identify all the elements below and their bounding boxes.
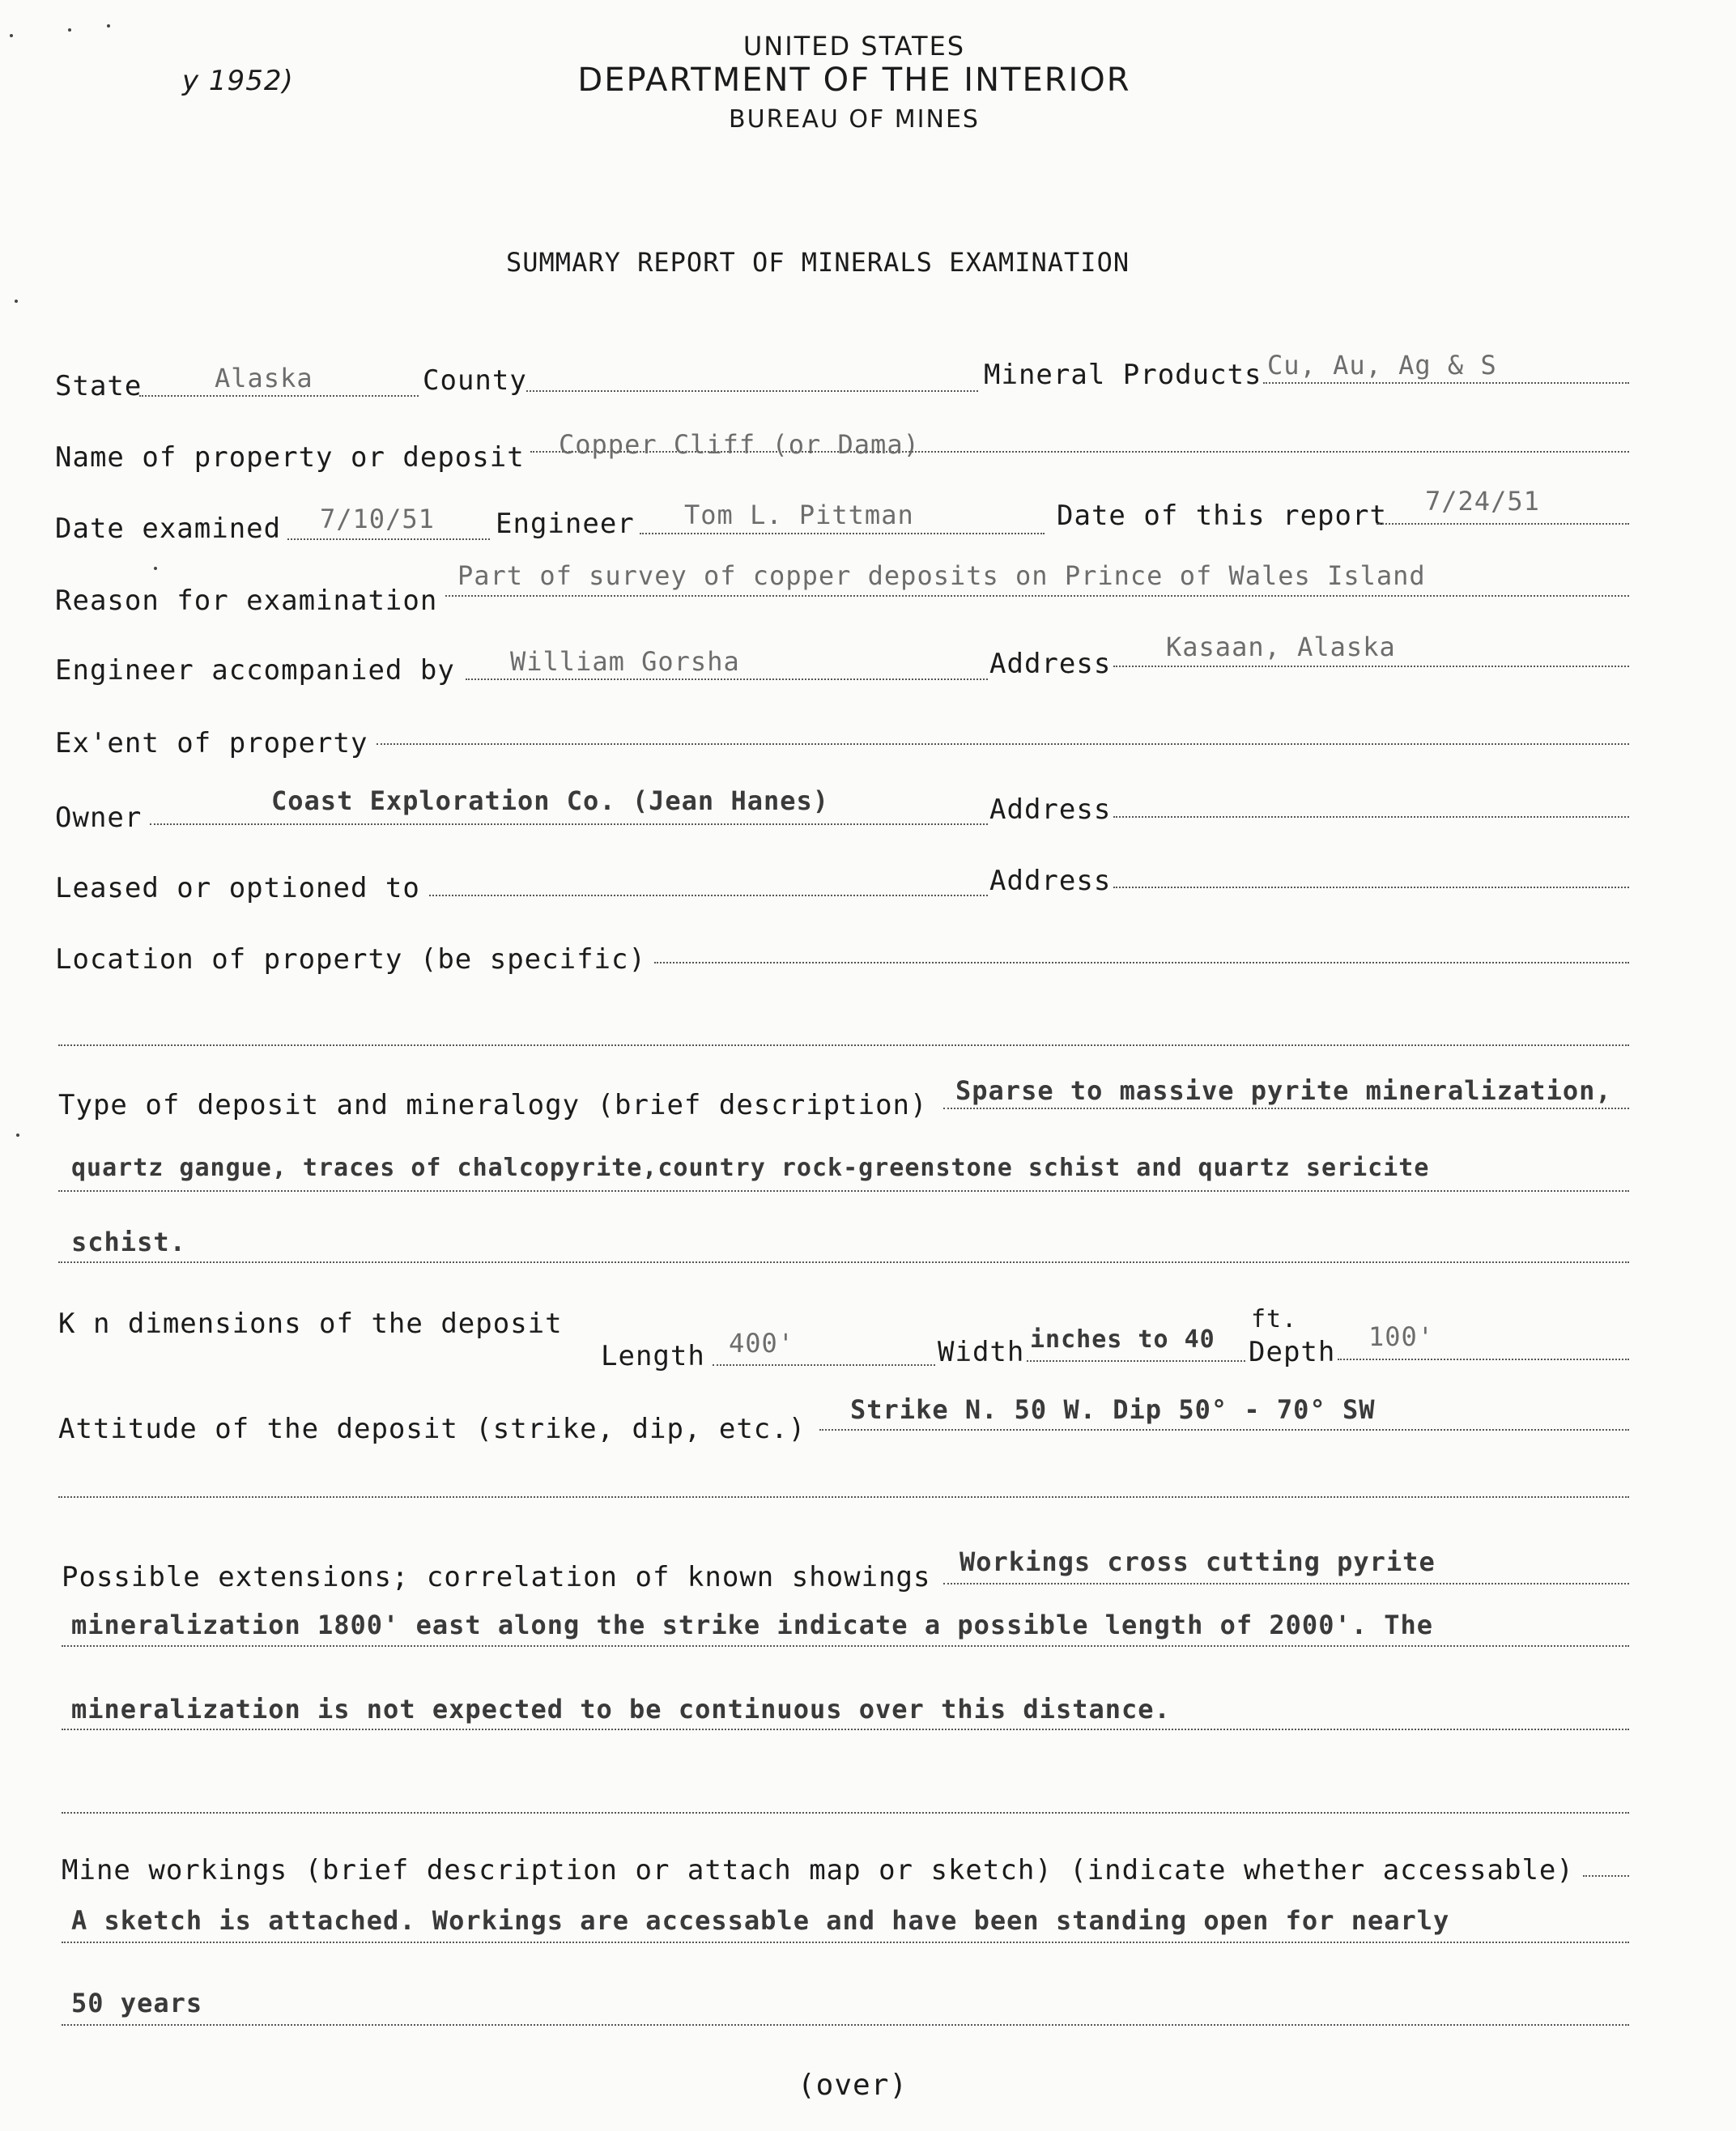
- accompanied-by-line: [466, 678, 988, 680]
- leased-address-label: Address: [989, 865, 1112, 897]
- engineer-value: Tom L. Pittman: [684, 500, 914, 530]
- deposit-type-label: Type of deposit and mineralogy (brief description): [58, 1089, 928, 1121]
- engineer-label: Engineer: [496, 508, 635, 540]
- deposit-type-value-1: Sparse to massive pyrite mineralization,: [955, 1075, 1612, 1106]
- owner-label: Owner: [55, 802, 143, 834]
- extensions-value-2: mineralization 1800' east along the strike indicate a possible length of 2000'. The: [71, 1610, 1434, 1640]
- owner-value: Coast Exploration Co. (Jean Hanes): [271, 785, 830, 816]
- agency-department: DEPARTMENT OF THE INTERIOR: [577, 62, 1131, 99]
- date-examined-label: Date examined: [55, 513, 282, 545]
- width-value: inches to 40: [1030, 1325, 1215, 1354]
- attitude-label: Attitude of the deposit (strike, dip, etc.): [58, 1413, 806, 1445]
- location-line-2: [58, 1044, 1629, 1046]
- scan-speck: [107, 24, 110, 28]
- owner-address-line: [1113, 816, 1629, 818]
- accompanied-address-label: Address: [989, 648, 1112, 680]
- state-label: State: [55, 370, 143, 402]
- extensions-line-1: [943, 1583, 1629, 1584]
- state-line: [139, 395, 419, 397]
- owner-line: [150, 823, 988, 825]
- extensions-value-3: mineralization is not expected to be continuous over this distance.: [71, 1694, 1171, 1725]
- width-line: [1027, 1360, 1245, 1362]
- attitude-line-2: [58, 1496, 1629, 1498]
- leased-line: [429, 895, 988, 896]
- ft-label: ft.: [1251, 1305, 1298, 1333]
- date-examined-value: 7/10/51: [320, 504, 435, 534]
- mine-workings-label: Mine workings (brief description or attach map or sketch) (indicate whether accessable): [62, 1854, 1574, 1886]
- leased-address-line: [1113, 887, 1629, 888]
- mine-workings-line-0: [1583, 1875, 1629, 1877]
- reason-value: Part of survey of copper deposits on Prince of Wales Island: [457, 560, 1426, 591]
- scan-speck: [10, 34, 13, 37]
- deposit-type-line-2: [58, 1190, 1629, 1192]
- deposit-type-value-3: schist.: [71, 1227, 186, 1257]
- extensions-line-3: [62, 1729, 1629, 1730]
- mineral-products-line: [1263, 382, 1629, 384]
- reason-line: [445, 595, 1629, 597]
- scan-speck: [154, 567, 157, 570]
- deposit-type-value-2: quartz gangue, traces of chalcopyrite,country rock-greenstone schist and quartz sericite: [71, 1154, 1430, 1182]
- extensions-line-4: [62, 1812, 1629, 1814]
- report-title: SUMMARY REPORT OF MINERALS EXAMINATION: [506, 247, 1130, 278]
- county-line: [526, 390, 978, 392]
- extensions-line-2: [62, 1645, 1629, 1647]
- mine-workings-line-2: [62, 2024, 1629, 2026]
- corner-note: y 1952): [182, 65, 294, 97]
- mine-workings-value-1: A sketch is attached. Workings are accessable and have been standing open for nearly: [71, 1905, 1450, 1936]
- accompanied-address-value: Kasaan, Alaska: [1166, 632, 1396, 662]
- attitude-line: [819, 1429, 1629, 1431]
- date-examined-line: [287, 538, 490, 540]
- extensions-value-1: Workings cross cutting pyrite: [959, 1546, 1436, 1577]
- accompanied-address-line: [1113, 666, 1629, 667]
- dimensions-label: K n dimensions of the deposit: [58, 1308, 563, 1340]
- reason-label: Reason for examination: [55, 585, 438, 617]
- agency-bureau: BUREAU OF MINES: [729, 105, 980, 134]
- scan-speck: [15, 300, 18, 303]
- extent-line: [377, 743, 1629, 745]
- depth-value: 100': [1368, 1321, 1435, 1352]
- county-label: County: [423, 364, 527, 397]
- leased-label: Leased or optioned to: [55, 872, 420, 904]
- scan-speck: [16, 1134, 19, 1137]
- length-value: 400': [729, 1328, 795, 1359]
- location-label: Location of property (be specific): [55, 943, 646, 976]
- over-note: (over): [798, 2069, 908, 2102]
- report-date-line: [1376, 523, 1629, 525]
- property-name-value: Copper Cliff (or Dama): [559, 429, 920, 460]
- extensions-label: Possible extensions; correlation of known showings: [62, 1561, 931, 1593]
- mine-workings-value-2: 50 years: [71, 1988, 203, 2018]
- mine-workings-line-1: [62, 1942, 1629, 1943]
- accompanied-by-label: Engineer accompanied by: [55, 654, 455, 687]
- state-value: Alaska: [215, 363, 313, 393]
- owner-address-label: Address: [989, 793, 1112, 826]
- depth-label: Depth: [1249, 1336, 1336, 1368]
- depth-line: [1338, 1359, 1629, 1360]
- length-label: Length: [601, 1340, 705, 1372]
- agency-united-states: UNITED STATES: [742, 31, 966, 62]
- deposit-type-line-3: [58, 1261, 1629, 1263]
- mineral-products-label: Mineral Products: [984, 359, 1262, 391]
- property-name-label: Name of property or deposit: [55, 441, 525, 474]
- attitude-value: Strike N. 50 W. Dip 50° - 70° SW: [850, 1394, 1376, 1425]
- extent-label: Ex'ent of property: [55, 727, 368, 759]
- scan-speck: [68, 28, 71, 32]
- location-line: [654, 962, 1629, 963]
- mineral-products-value: Cu, Au, Ag & S: [1267, 350, 1497, 381]
- report-date-value: 7/24/51: [1425, 486, 1540, 517]
- width-label: Width: [938, 1336, 1025, 1368]
- length-line: [713, 1364, 935, 1366]
- engineer-line: [640, 533, 1045, 534]
- deposit-type-line-1: [943, 1108, 1629, 1109]
- accompanied-by-value: William Gorsha: [510, 646, 740, 677]
- report-date-label: Date of this report: [1057, 500, 1387, 532]
